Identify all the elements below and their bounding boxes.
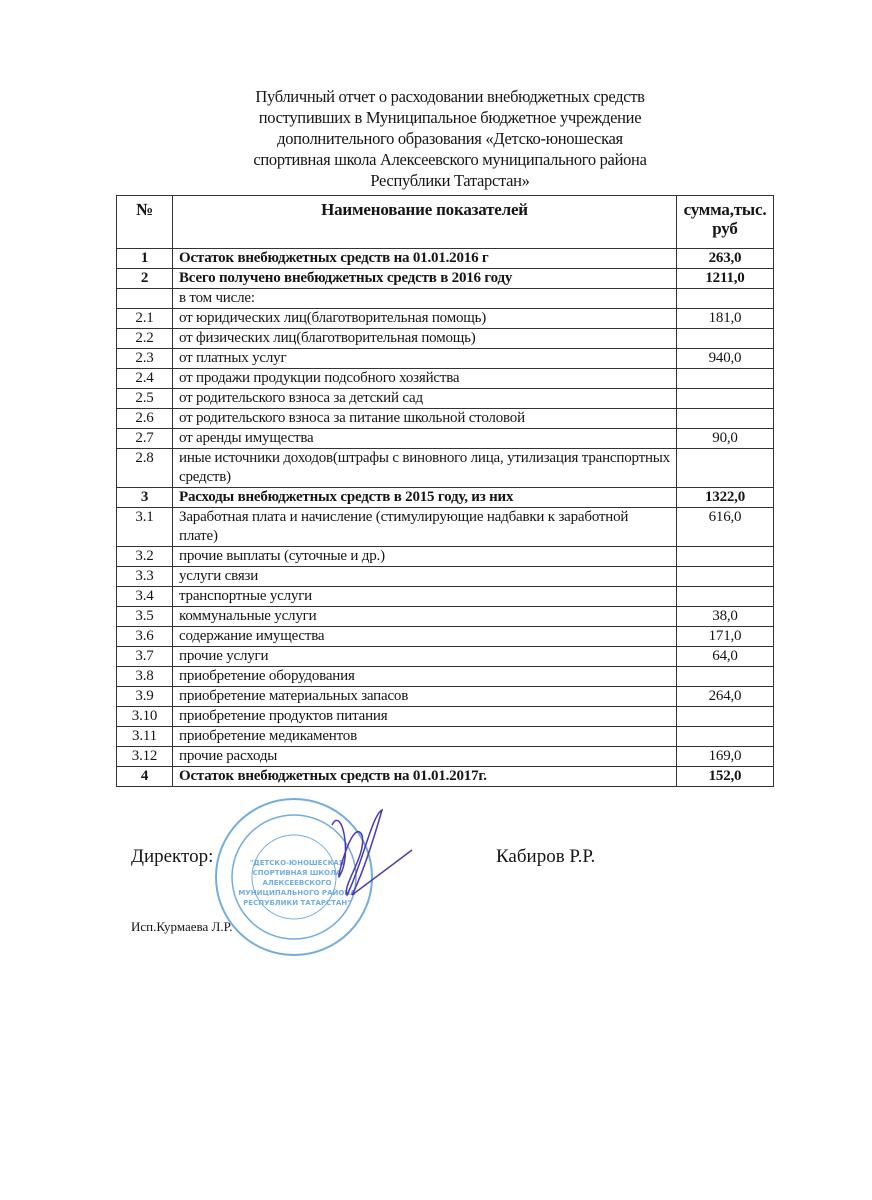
- row-number: 2.3: [117, 349, 173, 369]
- row-sum: [677, 567, 774, 587]
- row-number: 3.7: [117, 647, 173, 667]
- row-sum: 1211,0: [677, 269, 774, 289]
- table-row: [117, 429, 774, 449]
- row-name: прочие выплаты (суточные и др.): [173, 547, 677, 567]
- table-row: [117, 449, 774, 488]
- stamp-icon: [212, 795, 422, 965]
- row-name: Расходы внебюджетных средств в 2015 году, из них: [173, 488, 677, 508]
- row-number: 3.10: [117, 707, 173, 727]
- row-number: 3.4: [117, 587, 173, 607]
- table-row: [117, 727, 774, 747]
- row-sum: 263,0: [677, 249, 774, 269]
- row-name: от аренды имущества: [173, 429, 677, 449]
- row-name: коммунальные услуги: [173, 607, 677, 627]
- row-number: 3.1: [117, 508, 173, 547]
- table-row: [117, 627, 774, 647]
- row-number: 2.2: [117, 329, 173, 349]
- row-name: Всего получено внебюджетных средств в 2016 году: [173, 269, 677, 289]
- row-number: [117, 289, 173, 309]
- svg-text:СПОРТИВНАЯ ШКОЛА: СПОРТИВНАЯ ШКОЛА: [252, 869, 342, 877]
- row-number: 3.6: [117, 627, 173, 647]
- row-sum: [677, 389, 774, 409]
- row-number: 3.8: [117, 667, 173, 687]
- row-number: 3.11: [117, 727, 173, 747]
- table-row: [117, 607, 774, 627]
- row-name: Заработная плата и начисление (стимулирующие надбавки к заработной плате): [173, 508, 677, 547]
- table-row: [117, 329, 774, 349]
- row-name: Остаток внебюджетных средств на 01.01.2016 г: [173, 249, 677, 269]
- row-name: в том числе:: [173, 289, 677, 309]
- row-name: от родительского взноса за детский сад: [173, 389, 677, 409]
- row-sum: 64,0: [677, 647, 774, 667]
- row-sum: [677, 329, 774, 349]
- row-name: приобретение медикаментов: [173, 727, 677, 747]
- table-row: [117, 767, 774, 787]
- row-sum: 90,0: [677, 429, 774, 449]
- row-sum: [677, 369, 774, 389]
- table-row: [117, 667, 774, 687]
- row-number: 3.9: [117, 687, 173, 707]
- table-row: [117, 409, 774, 429]
- row-number: 2.7: [117, 429, 173, 449]
- row-sum: [677, 289, 774, 309]
- row-name: приобретение продуктов питания: [173, 707, 677, 727]
- row-name: от продажи продукции подсобного хозяйства: [173, 369, 677, 389]
- title-line: поступивших в Муниципальное бюджетное учреждение: [258, 108, 642, 127]
- row-number: 3.12: [117, 747, 173, 767]
- row-number: 2.1: [117, 309, 173, 329]
- row-name: приобретение материальных запасов: [173, 687, 677, 707]
- row-sum: [677, 707, 774, 727]
- row-sum: [677, 727, 774, 747]
- row-name: содержание имущества: [173, 627, 677, 647]
- title-line: Публичный отчет о расходовании внебюджетных средств: [255, 87, 645, 106]
- row-name: транспортные услуги: [173, 587, 677, 607]
- table-row: [117, 707, 774, 727]
- row-number: 4: [117, 767, 173, 787]
- row-sum: [677, 547, 774, 567]
- row-name: от физических лиц(благотворительная помощь): [173, 329, 677, 349]
- row-number: 3.2: [117, 547, 173, 567]
- table-row: [117, 687, 774, 707]
- row-sum: 616,0: [677, 508, 774, 547]
- table-row: [117, 269, 774, 289]
- row-number: 3: [117, 488, 173, 508]
- header-name: Наименование показателей: [173, 196, 677, 249]
- title-line: дополнительного образования «Детско-юношеская: [277, 129, 623, 148]
- row-number: 2.5: [117, 389, 173, 409]
- table-row: [117, 349, 774, 369]
- table-row: [117, 567, 774, 587]
- row-name: прочие расходы: [173, 747, 677, 767]
- row-sum: 181,0: [677, 309, 774, 329]
- table-row: [117, 309, 774, 329]
- row-sum: 38,0: [677, 607, 774, 627]
- row-name: от юридических лиц(благотворительная помощь): [173, 309, 677, 329]
- report-table: [116, 195, 774, 787]
- svg-text:МУНИЦИПАЛЬНОГО РАЙОНА: МУНИЦИПАЛЬНОГО РАЙОНА: [238, 889, 356, 897]
- signature-name: Кабиров Р.Р.: [496, 846, 596, 867]
- header-num: №: [117, 196, 173, 249]
- table-row: [117, 647, 774, 667]
- row-sum: 264,0: [677, 687, 774, 707]
- row-name: услуги связи: [173, 567, 677, 587]
- table-row: [117, 389, 774, 409]
- row-number: 2.8: [117, 449, 173, 488]
- row-sum: 1322,0: [677, 488, 774, 508]
- table-header: [117, 196, 774, 249]
- table-row: [117, 488, 774, 508]
- table-row: [117, 369, 774, 389]
- table-row: [117, 289, 774, 309]
- row-number: 2: [117, 269, 173, 289]
- row-sum: 940,0: [677, 349, 774, 369]
- title-line: спортивная школа Алексеевского муниципального района: [253, 150, 647, 169]
- table-row: [117, 508, 774, 547]
- title-line: Республики Татарстан»: [370, 171, 530, 190]
- table-row: [117, 249, 774, 269]
- row-number: 2.4: [117, 369, 173, 389]
- row-name: от родительского взноса за питание школьной столовой: [173, 409, 677, 429]
- svg-text:РЕСПУБЛИКИ ТАТАРСТАН": РЕСПУБЛИКИ ТАТАРСТАН": [243, 899, 351, 907]
- row-name: от платных услуг: [173, 349, 677, 369]
- row-sum: [677, 587, 774, 607]
- row-name: приобретение оборудования: [173, 667, 677, 687]
- row-sum: 169,0: [677, 747, 774, 767]
- table-row: [117, 747, 774, 767]
- row-number: 3.3: [117, 567, 173, 587]
- header-sum: сумма,тыс. руб: [677, 196, 774, 249]
- table-row: [117, 547, 774, 567]
- row-sum: [677, 409, 774, 429]
- row-name: иные источники доходов(штрафы с виновного лица, утилизация транспортных средств): [173, 449, 677, 488]
- table-row: [117, 587, 774, 607]
- row-number: 2.6: [117, 409, 173, 429]
- svg-text:"ДЕТСКО-ЮНОШЕСКАЯ: "ДЕТСКО-ЮНОШЕСКАЯ: [249, 859, 345, 867]
- executor: Исп.Курмаева Л.Р.: [131, 919, 233, 934]
- row-name: Остаток внебюджетных средств на 01.01.2017г.: [173, 767, 677, 787]
- row-number: 3.5: [117, 607, 173, 627]
- row-name: прочие услуги: [173, 647, 677, 667]
- row-sum: 152,0: [677, 767, 774, 787]
- row-sum: [677, 449, 774, 488]
- signature-role: Директор:: [131, 846, 214, 867]
- row-sum: [677, 667, 774, 687]
- svg-text:АЛЕКСЕЕВСКОГО: АЛЕКСЕЕВСКОГО: [262, 879, 332, 887]
- report-title: [150, 86, 750, 191]
- row-number: 1: [117, 249, 173, 269]
- row-sum: 171,0: [677, 627, 774, 647]
